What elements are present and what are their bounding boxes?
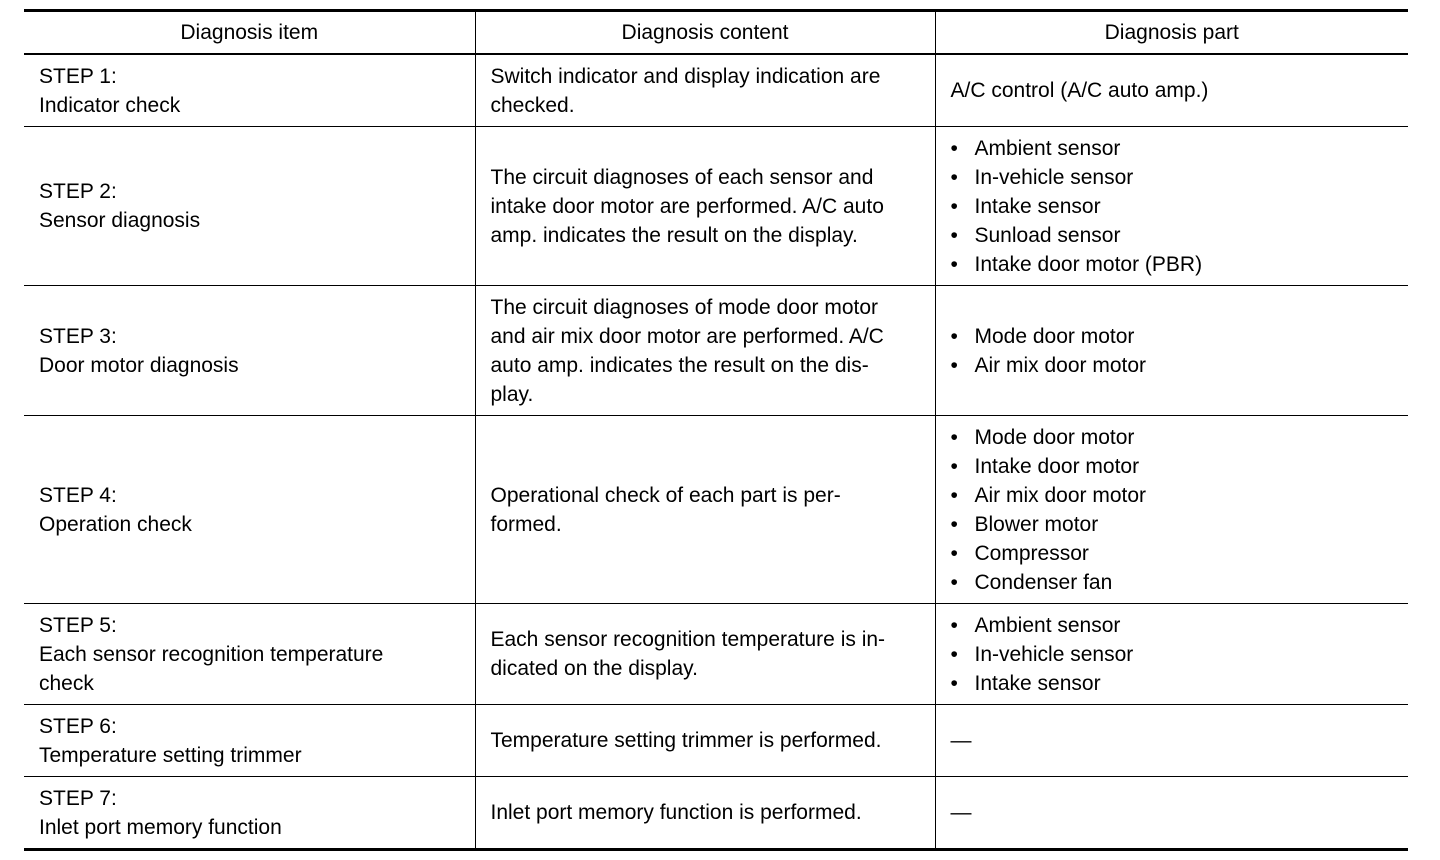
part-text: A/C control (A/C auto amp.) [950, 79, 1209, 102]
table-row [24, 777, 1408, 850]
bullet-icon: • [950, 512, 958, 536]
diagnosis-part-cell [935, 54, 1408, 127]
content-line: Operational check of each part is per- [490, 483, 841, 507]
step-label: STEP 6: [39, 714, 117, 738]
step-item: Inlet port memory function [39, 815, 282, 839]
bullet-icon: • [950, 613, 958, 637]
list-item: • Condenser fan [951, 568, 1409, 597]
header-row [24, 11, 1408, 55]
content-line: checked. [490, 93, 575, 117]
table-row [24, 604, 1408, 705]
diagnosis-item-cell [24, 127, 475, 286]
diagnosis-content-cell [475, 705, 935, 777]
header-diagnosis-part: Diagnosis part [935, 11, 1408, 55]
content-line: dicated on the display. [490, 657, 698, 680]
content-line: amp. indicates the result on the display. [490, 223, 858, 247]
list-item: • Air mix door motor [951, 481, 1409, 510]
step-label: STEP 4: [39, 483, 117, 507]
list-item: • Air mix door motor [951, 351, 1409, 380]
list-item: • Mode door motor [951, 423, 1409, 452]
step-label: STEP 5: [39, 613, 117, 637]
step-item: Sensor diagnosis [39, 209, 201, 232]
bullet-icon: • [950, 425, 958, 449]
diagnosis-part-cell [935, 777, 1408, 850]
diagnosis-part-cell [935, 705, 1408, 777]
content-line: auto amp. indicates the result on the dis- [490, 353, 869, 377]
part-list [951, 134, 1409, 279]
list-item: • Ambient sensor [951, 134, 1409, 163]
content-line: Each sensor recognition temperature is in- [490, 628, 886, 651]
step-label: STEP 7: [39, 786, 117, 810]
step-item: check [39, 671, 94, 695]
step-label: STEP 1: [39, 64, 117, 88]
step-item: Indicator check [39, 93, 181, 117]
diagnosis-item-cell [24, 416, 475, 604]
list-item: • Mode door motor [951, 322, 1409, 351]
diagnosis-item-cell [24, 54, 475, 127]
list-item: • In-vehicle sensor [951, 163, 1409, 192]
diagnosis-part-cell [935, 286, 1408, 416]
bullet-icon: • [950, 454, 958, 478]
list-item: • Intake door motor [951, 452, 1409, 481]
table-row [24, 416, 1408, 604]
diagnosis-part-cell [935, 604, 1408, 705]
content-line: intake door motor are performed. A/C auto [490, 194, 884, 218]
bullet-icon: • [950, 642, 958, 666]
diagnosis-item-cell [24, 777, 475, 850]
diagnosis-part-cell [935, 416, 1408, 604]
step-item: Each sensor recognition temperature [39, 642, 384, 666]
diagnosis-content-cell [475, 127, 935, 286]
bullet-icon: • [950, 570, 958, 594]
step-label: STEP 2: [39, 180, 117, 203]
list-item: • Compressor [951, 539, 1409, 568]
bullet-icon: • [950, 165, 958, 189]
part-list [951, 322, 1409, 380]
content-line: The circuit diagnoses of each sensor and [490, 165, 874, 189]
diagnosis-item-cell [24, 604, 475, 705]
bullet-icon: • [950, 483, 958, 507]
content-line: Temperature setting trimmer is performed. [490, 729, 882, 752]
header-diagnosis-content: Diagnosis content [475, 11, 935, 55]
table-row [24, 705, 1408, 777]
em-dash: — [950, 729, 972, 752]
step-item: Door motor diagnosis [39, 353, 239, 377]
bullet-icon: • [950, 324, 958, 348]
diagnosis-table [24, 9, 1408, 851]
diagnosis-item-cell [24, 705, 475, 777]
bullet-icon: • [950, 353, 958, 377]
bullet-icon: • [950, 252, 958, 276]
diagnosis-content-cell [475, 604, 935, 705]
content-line: The circuit diagnoses of mode door motor [490, 295, 879, 319]
diagnosis-part-cell [935, 127, 1408, 286]
list-item: • Sunload sensor [951, 221, 1409, 250]
diagnosis-item-cell [24, 286, 475, 416]
list-item: • Intake sensor [951, 669, 1409, 698]
bullet-icon: • [950, 223, 958, 247]
em-dash: — [950, 801, 972, 824]
part-list [951, 611, 1409, 698]
table-row [24, 54, 1408, 127]
step-item: Temperature setting trimmer [39, 743, 302, 767]
bullet-icon: • [950, 541, 958, 565]
content-line: Switch indicator and display indication are [490, 64, 881, 88]
bullet-icon: • [950, 671, 958, 695]
table-row [24, 127, 1408, 286]
header-diagnosis-item: Diagnosis item [24, 11, 475, 55]
content-line: formed. [490, 512, 562, 536]
content-line: Inlet port memory function is performed. [490, 801, 862, 824]
part-list [951, 423, 1409, 597]
list-item: • Intake sensor [951, 192, 1409, 221]
bullet-icon: • [950, 136, 958, 160]
step-label: STEP 3: [39, 324, 117, 348]
diagnosis-content-cell [475, 286, 935, 416]
content-line: play. [490, 382, 534, 406]
list-item: • Intake door motor (PBR) [951, 250, 1409, 279]
list-item: • Blower motor [951, 510, 1409, 539]
table-row [24, 286, 1408, 416]
list-item: • In-vehicle sensor [951, 640, 1409, 669]
diagnosis-content-cell [475, 777, 935, 850]
bullet-icon: • [950, 194, 958, 218]
diagnosis-content-cell [475, 416, 935, 604]
step-item: Operation check [39, 512, 192, 536]
list-item: • Ambient sensor [951, 611, 1409, 640]
content-line: and air mix door motor are performed. A/C [490, 324, 884, 348]
diagnosis-content-cell [475, 54, 935, 127]
